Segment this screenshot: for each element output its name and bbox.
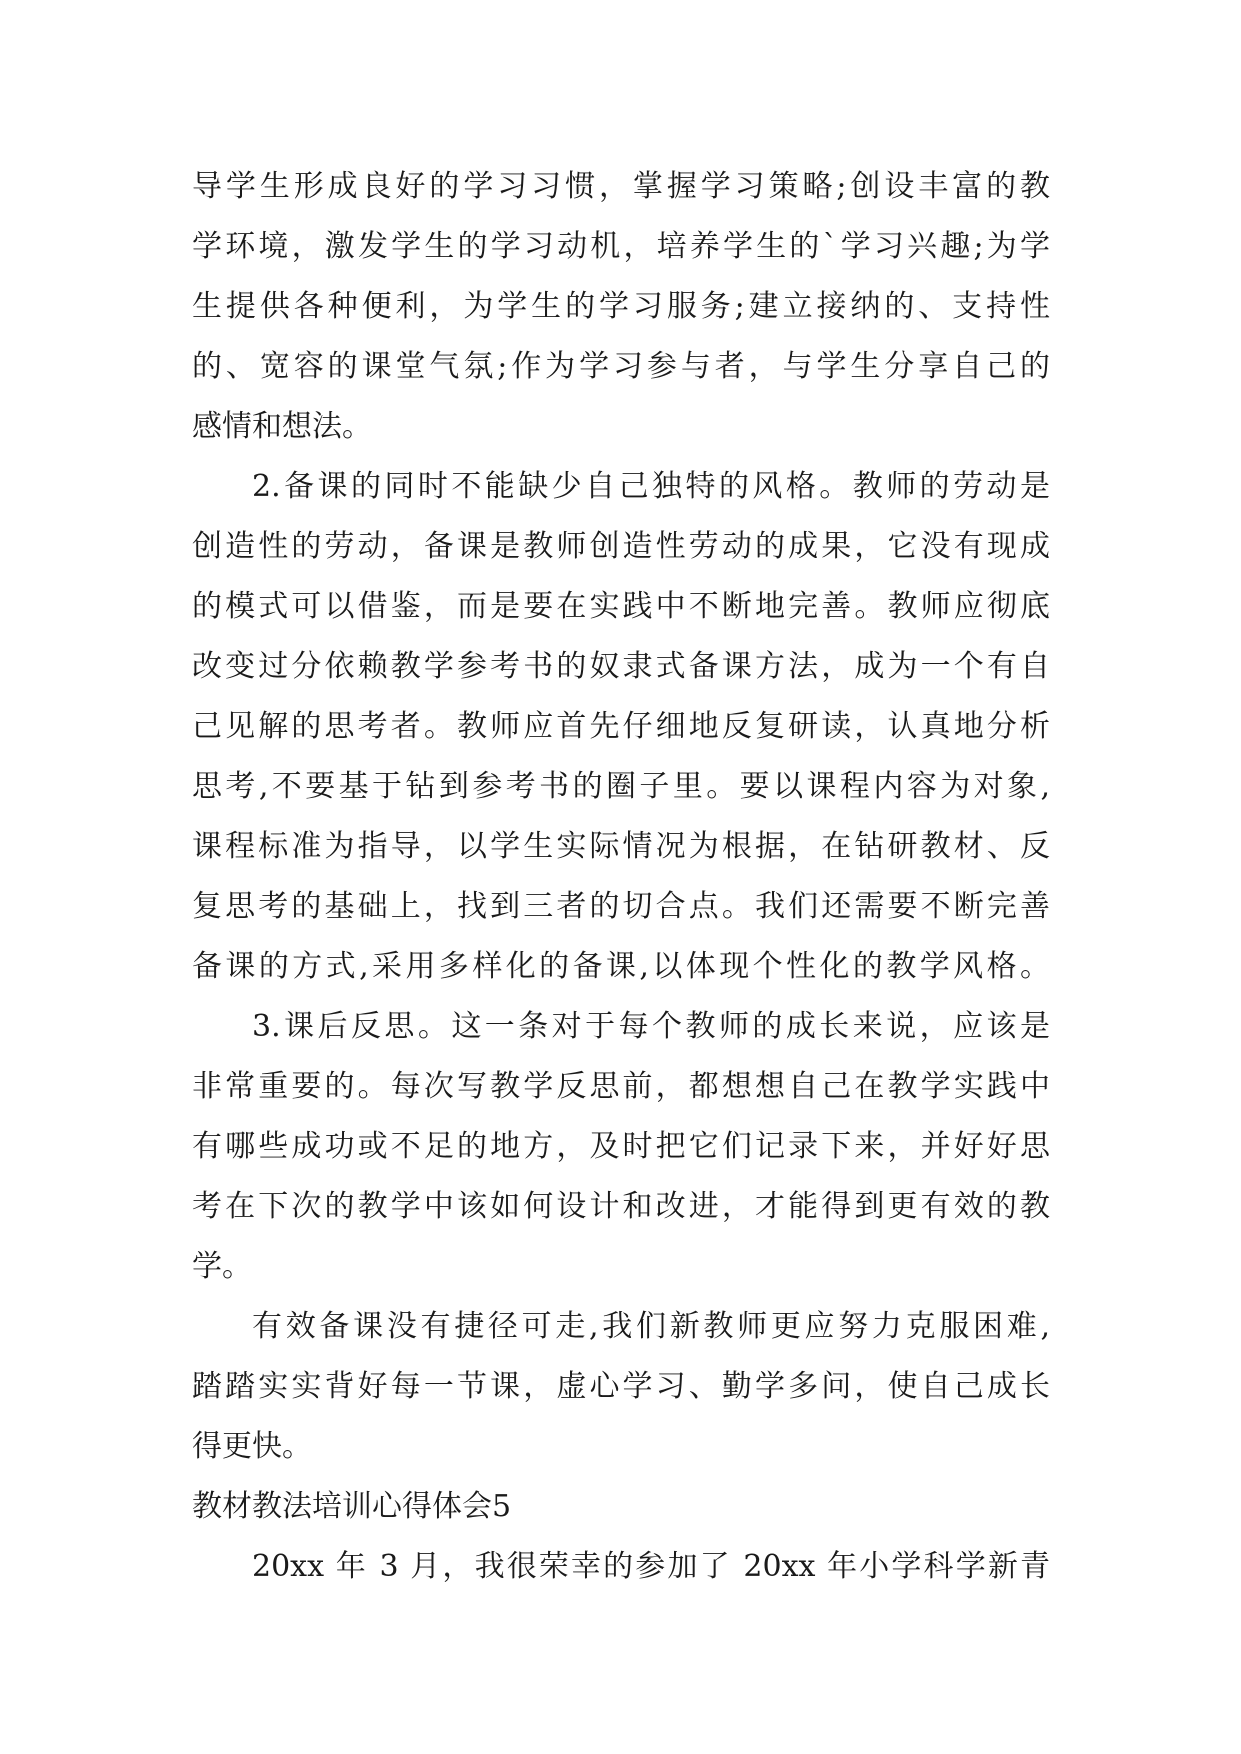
document-body bbox=[192, 157, 1050, 1597]
text-line: 感情和想法。 bbox=[192, 409, 372, 444]
text-line: 得更快。 bbox=[192, 1429, 312, 1464]
text-line: 有哪些成功或不足的地方，及时把它们记录下来，并好好思 bbox=[192, 1129, 1050, 1164]
text-line: 的、宽容的课堂气氛;作为学习参与者，与学生分享自己的 bbox=[192, 349, 1050, 384]
text-line: 己见解的思考者。教师应首先仔细地反复研读，认真地分析 bbox=[192, 709, 1050, 744]
text-line: 改变过分依赖教学参考书的奴隶式备课方法，成为一个有自 bbox=[192, 649, 1050, 684]
text-line: 学环境，激发学生的学习动机，培养学生的`学习兴趣;为学 bbox=[192, 229, 1050, 264]
text-line: 20xx 年 3 月，我很荣幸的参加了 20xx 年小学科学新青 bbox=[252, 1549, 1050, 1584]
paragraph-p3 bbox=[192, 997, 1050, 1297]
text-line: 创造性的劳动，备课是教师创造性劳动的成果，它没有现成 bbox=[192, 529, 1050, 564]
text-line: 的模式可以借鉴，而是要在实践中不断地完善。教师应彻底 bbox=[192, 589, 1050, 624]
text-line: 2.备课的同时不能缺少自己独特的风格。教师的劳动是 bbox=[252, 469, 1050, 504]
text-line: 课程标准为指导，以学生实际情况为根据，在钻研教材、反 bbox=[192, 829, 1050, 864]
text-line: 非常重要的。每次写教学反思前，都想想自己在教学实践中 bbox=[192, 1069, 1050, 1104]
paragraph-p2 bbox=[192, 457, 1050, 997]
text-line: 复思考的基础上，找到三者的切合点。我们还需要不断完善 bbox=[192, 889, 1050, 924]
paragraph-p1 bbox=[192, 157, 1050, 457]
text-line: 有效备课没有捷径可走,我们新教师更应努力克服困难, bbox=[252, 1309, 1050, 1344]
text-line: 备课的方式,采用多样化的备课,以体现个性化的教学风格。 bbox=[192, 949, 1050, 984]
section-heading: 教材教法培训心得体会5 bbox=[192, 1489, 512, 1524]
text-line: 学。 bbox=[192, 1249, 252, 1284]
text-line: 思考,不要基于钻到参考书的圈子里。要以课程内容为对象, bbox=[192, 769, 1050, 804]
text-line: 考在下次的教学中该如何设计和改进，才能得到更有效的教 bbox=[192, 1189, 1050, 1224]
text-line: 3.课后反思。这一条对于每个教师的成长来说，应该是 bbox=[252, 1009, 1050, 1044]
text-line: 导学生形成良好的学习习惯，掌握学习策略;创设丰富的教 bbox=[192, 169, 1050, 204]
text-line: 踏踏实实背好每一节课，虚心学习、勤学多问，使自己成长 bbox=[192, 1369, 1050, 1404]
text-line: 生提供各种便利，为学生的学习服务;建立接纳的、支持性 bbox=[192, 289, 1050, 324]
paragraph-p4 bbox=[192, 1297, 1050, 1477]
paragraph-closing bbox=[192, 1537, 1050, 1597]
